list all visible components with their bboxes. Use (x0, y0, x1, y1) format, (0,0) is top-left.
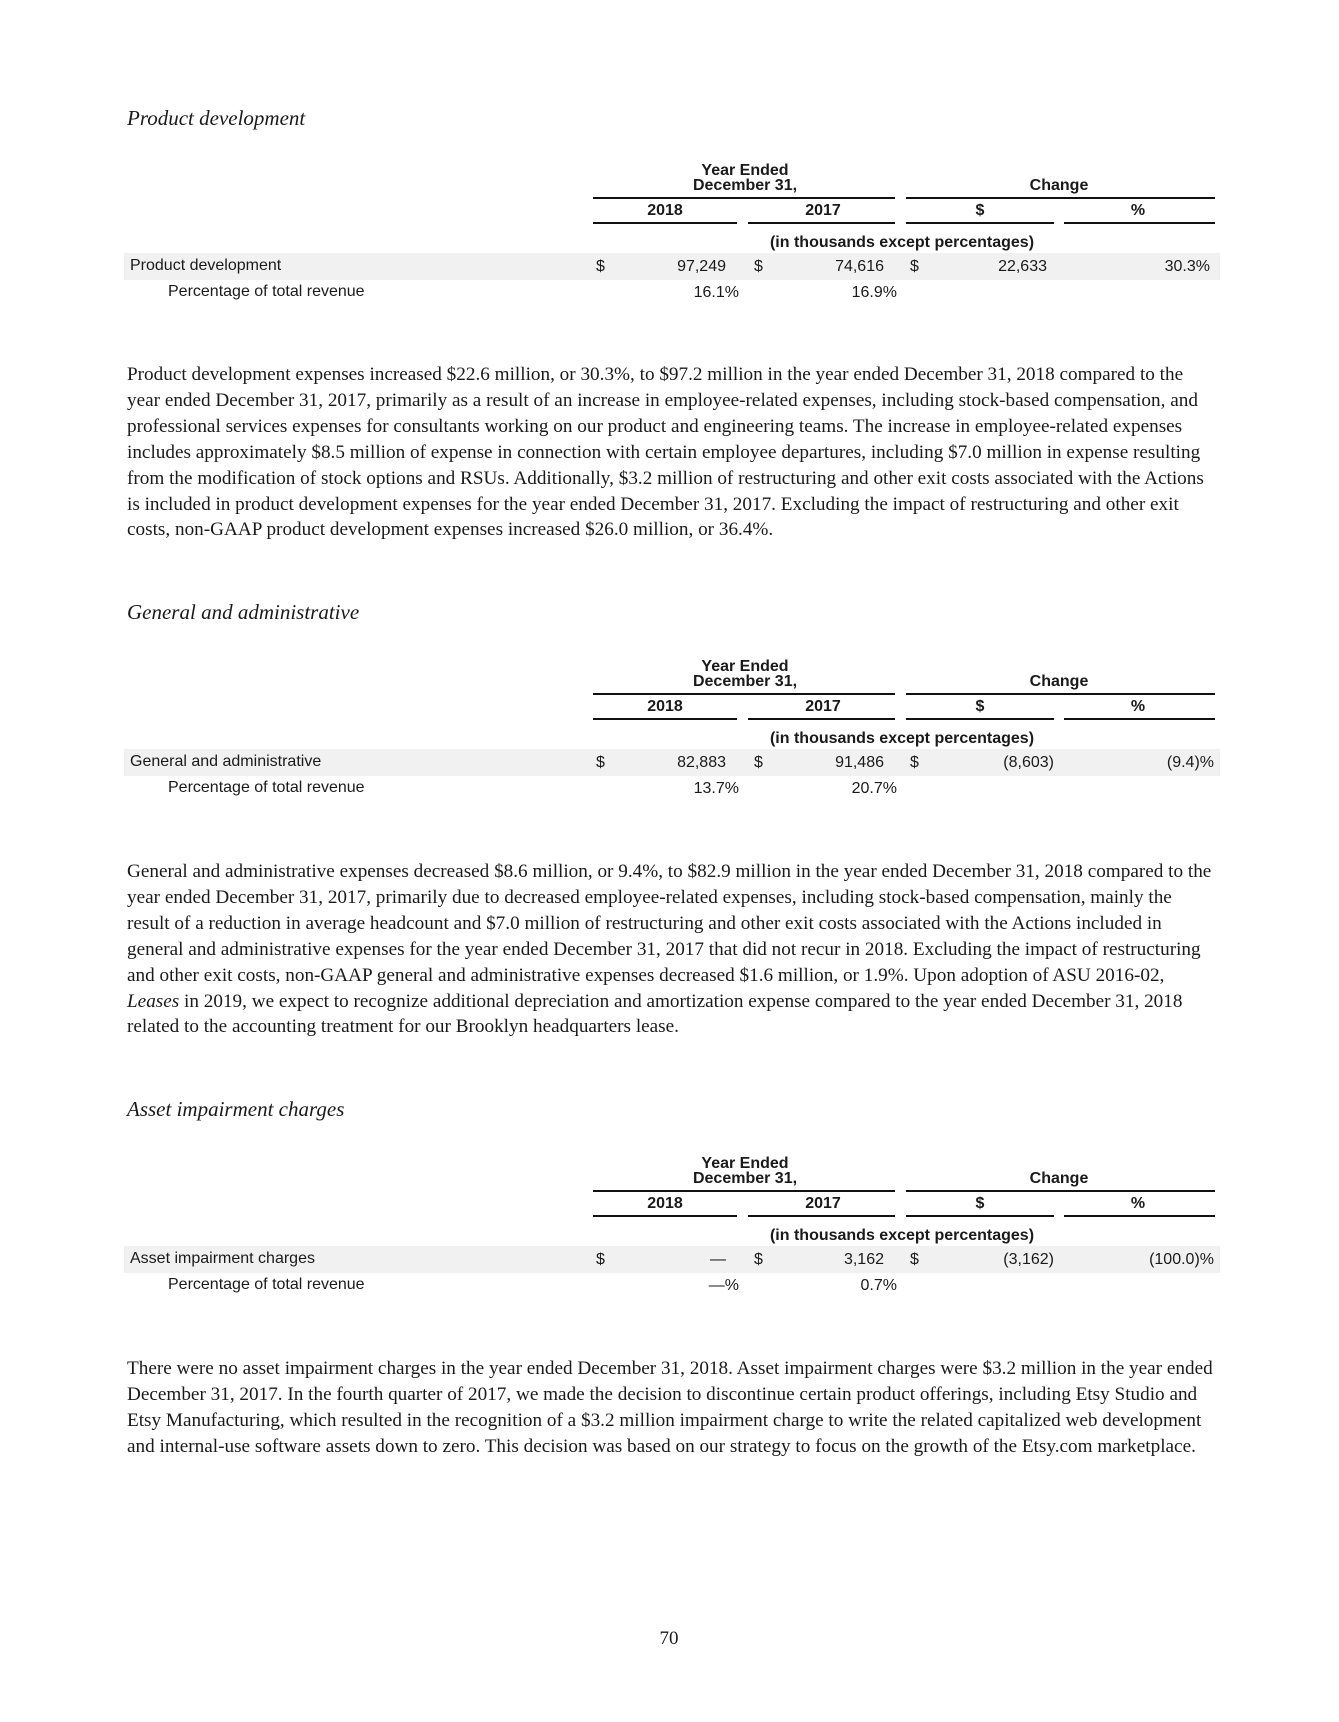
sub-value-2017: 0.7% (860, 1277, 897, 1294)
currency-2017: $ (754, 754, 763, 771)
value-pct: (100.0)% (1149, 1251, 1214, 1268)
product-development-table (0, 162, 1339, 322)
section-heading-general-administrative: General and administrative (127, 600, 360, 624)
value-change: (8,603) (1003, 754, 1054, 771)
rule-year-ended (593, 1190, 895, 1192)
sub-value-2018: 13.7% (693, 780, 739, 797)
page-number: 70 (659, 1628, 679, 1649)
currency-change: $ (910, 1251, 919, 1268)
value-change: (3,162) (1003, 1251, 1054, 1268)
row-label: Asset impairment charges (130, 1250, 315, 1267)
rule-change (906, 1190, 1215, 1192)
header-change: Change (1029, 1170, 1089, 1187)
units-note: (in thousands except percentages) (769, 730, 1035, 747)
col-2018: 2018 (647, 698, 683, 715)
header-december: December 31, (692, 673, 798, 690)
currency-2018: $ (596, 1251, 605, 1268)
col-change-pct: % (1130, 202, 1146, 219)
header-year-ended: Year Ended (701, 658, 789, 675)
rule-2017 (748, 222, 895, 224)
col-2018: 2018 (647, 1195, 683, 1212)
rule-dollar (906, 222, 1054, 224)
rule-2017 (748, 718, 895, 720)
row-label: Product development (130, 257, 282, 274)
product-development-paragraph: Product development expenses increased $22.6 million, or 30.3%, to $97.2 million in the year ended December 31, 2018 compared to the year ended December 31, 2017, primarily as a result of an increase in employee-related expenses, including stock-based compensation, and professional services expenses for consultants working on our product and engineering teams. The increase in employee-related expenses includes approximately $8.5 million of expense in connection with certain employee departures, including $7.0 million in expense resulting from the modification of stock options and RSUs. Additionally, $3.2 million of restructuring and other exit costs associated with the Actions is included in product development expenses for the year ended December 31, 2017. Excluding the impact of restructuring and other exit costs, non-GAAP product development expenses increased $26.0 million, or 36.4%. (127, 364, 1204, 541)
general-administrative-paragraph (127, 859, 1217, 1040)
rule-dollar (906, 1215, 1054, 1217)
value-pct: 30.3% (1164, 258, 1210, 275)
rule-pct (1064, 718, 1215, 720)
leases-italic: Leases (127, 990, 180, 1012)
col-2017: 2017 (805, 1195, 841, 1212)
value-2017: 3,162 (843, 1251, 884, 1268)
col-change-pct: % (1130, 1195, 1146, 1212)
header-december: December 31, (692, 177, 798, 194)
units-note: (in thousands except percentages) (769, 234, 1035, 251)
sub-label: Percentage of total revenue (168, 1276, 365, 1293)
header-year-ended: Year Ended (701, 162, 789, 179)
rule-2018 (593, 718, 737, 720)
currency-change: $ (910, 754, 919, 771)
section-heading-product-development: Product development (127, 106, 306, 130)
currency-2017: $ (754, 258, 763, 275)
col-2018: 2018 (647, 202, 683, 219)
asset-impairment-paragraph: There were no asset impairment charges in the year ended December 31, 2018. Asset impairment charges were $3.2 million in the year ended December 31, 2017. In the fourth quarter of 2017, we made the decision to discontinue certain product offerings, including Etsy Studio and Etsy Manufacturing, which resulted in the recognition of a $3.2 million impairment charge to write the related capitalized web development and internal-use software assets down to zero. This decision was based on our strategy to focus on the growth of the Etsy.com marketplace. (127, 1358, 1213, 1457)
header-year-ended: Year Ended (701, 1155, 789, 1172)
col-2017: 2017 (805, 202, 841, 219)
header-december: December 31, (692, 1170, 798, 1187)
rule-year-ended (593, 197, 895, 199)
col-change-dollar: $ (975, 698, 985, 715)
currency-change: $ (910, 258, 919, 275)
section-heading-asset-impairment: Asset impairment charges (127, 1097, 345, 1121)
currency-2018: $ (596, 754, 605, 771)
header-change: Change (1029, 673, 1089, 690)
rule-dollar (906, 718, 1054, 720)
rule-2017 (748, 1215, 895, 1217)
value-change: 22,633 (998, 258, 1047, 275)
paragraph-text-part1: General and administrative expenses decreased $8.6 million, or 9.4%, to $82.9 million in the year ended December 31, 2018 compared to the year ended December 31, 2017, primarily due to decreased employee-related expenses, including stock-based compensation, mainly the result of a reduction in average headcount and $7.0 million of restructuring and other exit costs associated with the Actions included in general and administrative expenses for the year ended December 31, 2017 that did not recur in 2018. Excluding the impact of restructuring and other exit costs, non-GAAP general and administrative expenses decreased $1.6 million, or 1.9%. Upon adoption of ASU 2016-02, (127, 861, 1212, 986)
header-change: Change (1029, 177, 1089, 194)
sub-value-2018: 16.1% (693, 284, 739, 301)
general-administrative-table (0, 658, 1339, 818)
col-change-pct: % (1130, 698, 1146, 715)
sub-value-2017: 16.9% (851, 284, 897, 301)
rule-pct (1064, 1215, 1215, 1217)
col-2017: 2017 (805, 698, 841, 715)
value-2017: 74,616 (835, 258, 884, 275)
rule-year-ended (593, 693, 895, 695)
rule-change (906, 693, 1215, 695)
col-change-dollar: $ (975, 202, 985, 219)
currency-2017: $ (754, 1251, 763, 1268)
sub-value-2017: 20.7% (851, 780, 897, 797)
value-pct: (9.4)% (1166, 754, 1214, 771)
value-2017: 91,486 (835, 754, 884, 771)
rule-2018 (593, 1215, 737, 1217)
value-2018: 97,249 (677, 258, 726, 275)
row-shade (124, 253, 1220, 280)
value-2018: 82,883 (677, 754, 726, 771)
units-note: (in thousands except percentages) (769, 1227, 1035, 1244)
rule-pct (1064, 222, 1215, 224)
sub-label: Percentage of total revenue (168, 779, 365, 796)
currency-2018: $ (596, 258, 605, 275)
sub-value-2018: —% (708, 1277, 739, 1294)
col-change-dollar: $ (975, 1195, 985, 1212)
paragraph-text-part2: in 2019, we expect to recognize additional depreciation and amortization expense compared to the year ended December 31, 2018 related to the accounting treatment for our Brooklyn headquarters lease. (127, 990, 1183, 1038)
asset-impairment-table (0, 1155, 1339, 1315)
rule-2018 (593, 222, 737, 224)
value-2018: — (710, 1251, 726, 1268)
row-label: General and administrative (130, 753, 322, 770)
rule-change (906, 197, 1215, 199)
sub-label: Percentage of total revenue (168, 283, 365, 300)
